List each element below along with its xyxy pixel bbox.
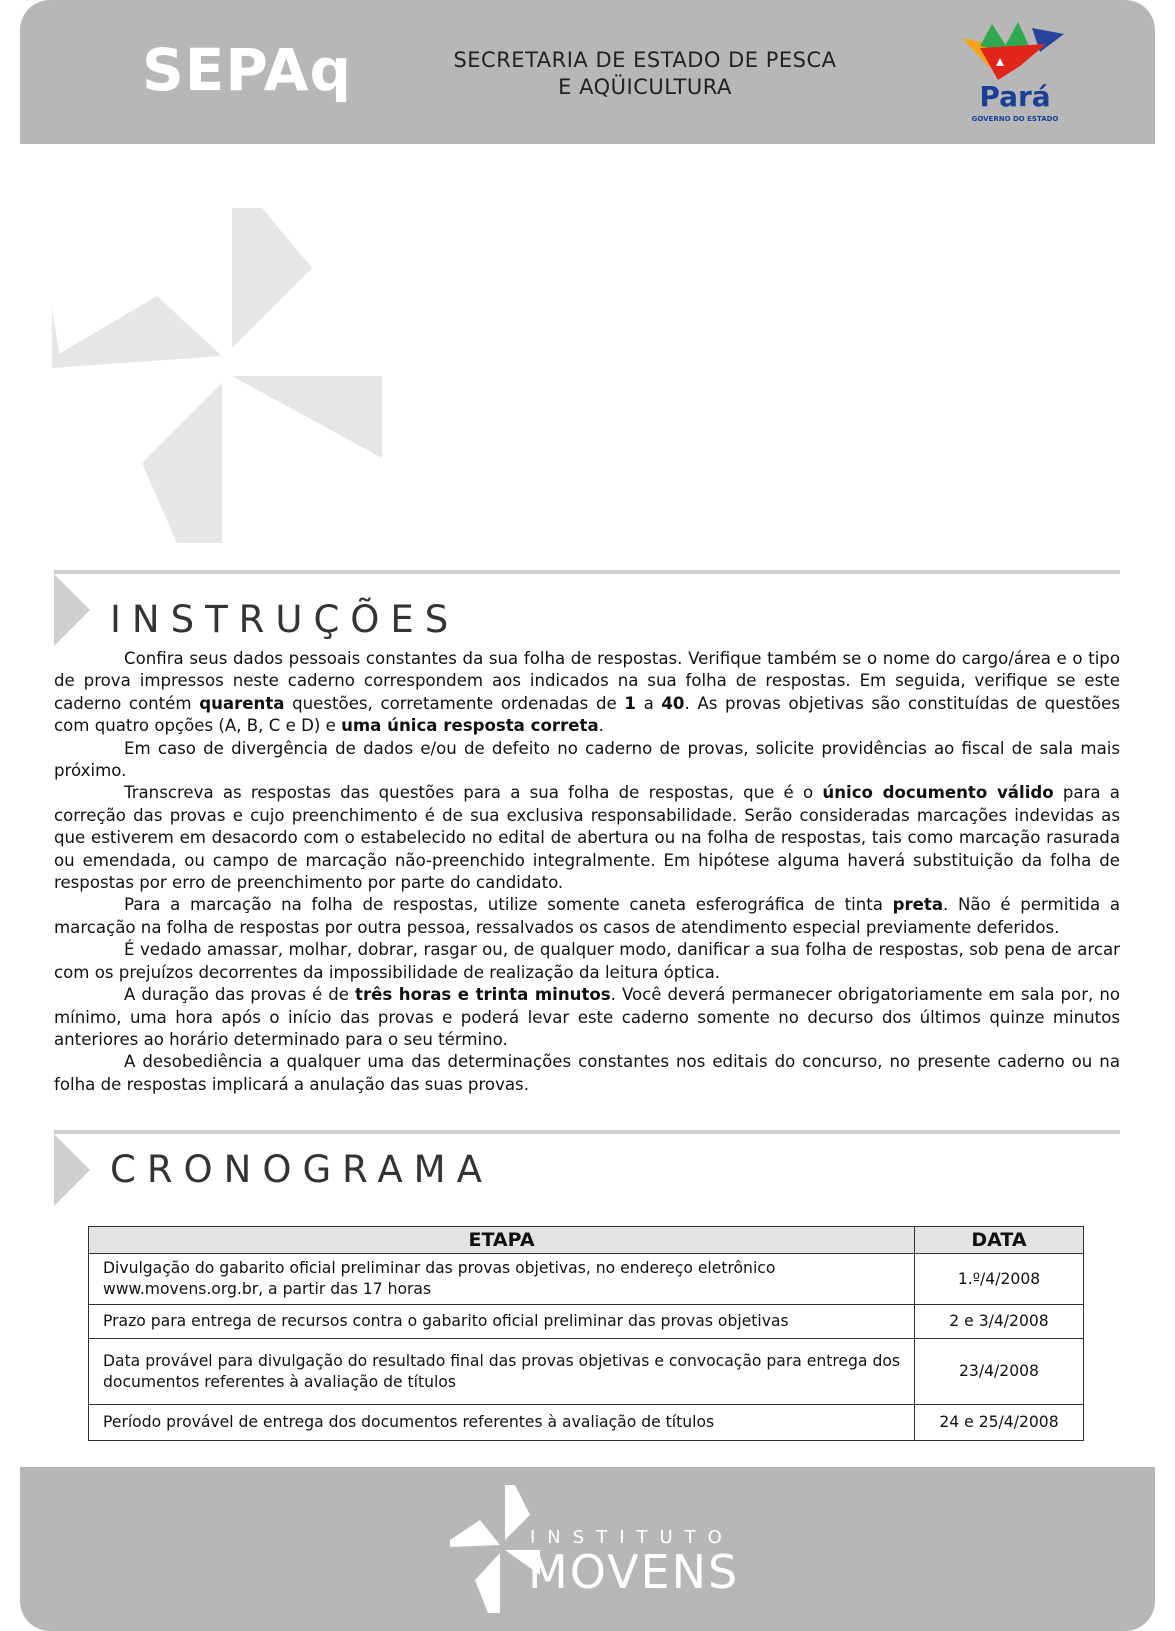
logo-subtitle: GOVERNO DO ESTADO: [971, 115, 1059, 123]
table-row: [89, 1405, 1084, 1441]
date-cell: 1.º/4/2008: [915, 1254, 1084, 1305]
column-header-stage: ETAPA: [89, 1227, 915, 1254]
date-cell: 24 e 25/4/2008: [915, 1405, 1084, 1441]
logo-name: Pará: [979, 80, 1051, 113]
movens-pinwheel-icon: [450, 1485, 540, 1615]
instruction-paragraph-6: A duração das provas é de três horas e trinta minutos. Você deverá permanecer obrigatoriamente em sala por, no mínimo, uma hora após o início das provas e poderá levar este caderno somente no decurso dos últimos quinze minutos anteriores ao horário determinado para o seu término.: [54, 985, 1120, 1049]
table-row: [89, 1254, 1084, 1305]
logo-instituto-text: INSTITUTO: [530, 1527, 734, 1548]
instructions-title: INSTRUÇÕES: [110, 598, 460, 641]
pinwheel-watermark-icon: [52, 208, 392, 548]
schedule-table: [88, 1226, 1084, 1441]
instruction-paragraph-2: Em caso de divergência de dados e/ou de defeito no caderno de provas, solicite providências ao fiscal de sala mais próximo.: [54, 738, 1120, 781]
date-cell: 2 e 3/4/2008: [915, 1305, 1084, 1339]
logo-movens-text: MOVENS: [528, 1545, 740, 1599]
page-header: [20, 0, 1155, 144]
instructions-divider: [54, 570, 1120, 574]
stage-cell: Prazo para entrega de recursos contra o gabarito oficial preliminar das provas objetivas: [89, 1305, 915, 1339]
table-header-row: [89, 1227, 1084, 1254]
stage-cell: Período provável de entrega dos documentos referentes à avaliação de títulos: [89, 1405, 915, 1441]
agency-name-line1: SECRETARIA DE ESTADO DE PESCA: [453, 48, 837, 72]
schedule-arrow-icon: [54, 1134, 90, 1206]
instruction-paragraph-4: Para a marcação na folha de respostas, utilize somente caneta esferográfica de tinta preta. Não é permitida a marcação na folha de respostas por outra pessoa, ressalvados os casos de atendimento especial previamente deferidos.: [54, 895, 1120, 937]
instruction-paragraph-7: A desobediência a qualquer uma das determinações constantes nos editais do concurso, no presente caderno ou na folha de respostas implicará a anulação das suas provas.: [54, 1052, 1120, 1094]
stage-cell: Divulgação do gabarito oficial preliminar das provas objetivas, no endereço eletrônico www.movens.org.br, a partir das 17 horas: [89, 1254, 915, 1305]
agency-acronym: SEPAq: [142, 36, 352, 104]
instruction-paragraph-3: Transcreva as respostas das questões para a sua folha de respostas, que é o único documento válido para a correção das provas e cujo preenchimento é de sua exclusiva responsabilidade. Serão consideradas marcações indevidas as que estiverem em desacordo com o estabelecido no edital de abertura ou na folha de respostas, tais como marcação rasurada ou emendada, ou campo de marcação não-preenchido integralmente. Em hipótese alguma haverá substituição da folha de respostas por erro de preenchimento por parte do candidato.: [54, 783, 1120, 893]
agency-name-line2: E AQÜICULTURA: [558, 75, 732, 99]
table-row: [89, 1305, 1084, 1339]
instructions-arrow-icon: [54, 574, 90, 646]
column-header-date: DATA: [915, 1227, 1084, 1254]
date-cell: 23/4/2008: [915, 1339, 1084, 1405]
star-emblem-icon: [960, 18, 1070, 88]
instruction-paragraph-1: Confira seus dados pessoais constantes da sua folha de respostas. Verifique também se o nome do cargo/área e o tipo de prova impressos neste caderno correspondem aos indicados na sua folha de respostas. Em seguida, verifique se este caderno contém quarenta questões, corretamente ordenadas de 1 a 40. As provas objetivas são constituídas de questões com quatro opções (A, B, C e D) e uma única resposta correta.: [54, 649, 1120, 736]
instruction-paragraph-5: É vedado amassar, molhar, dobrar, rasgar ou, de qualquer modo, danificar a sua folha de respostas, sob pena de arcar com os prejuízos decorrentes da impossibilidade de realização da leitura óptica.: [54, 940, 1120, 982]
instructions-body: [54, 648, 1120, 1096]
instituto-movens-logo: [450, 1485, 740, 1615]
schedule-title: CRONOGRAMA: [110, 1148, 493, 1191]
agency-name: [435, 47, 855, 101]
stage-cell: Data provável para divulgação do resultado final das provas objetivas e convocação para entrega dos documentos referentes à avaliação de títulos: [89, 1339, 915, 1405]
para-government-logo: [960, 18, 1080, 128]
schedule-divider: [54, 1130, 1120, 1134]
table-row: [89, 1339, 1084, 1405]
page-footer: [20, 1467, 1155, 1631]
